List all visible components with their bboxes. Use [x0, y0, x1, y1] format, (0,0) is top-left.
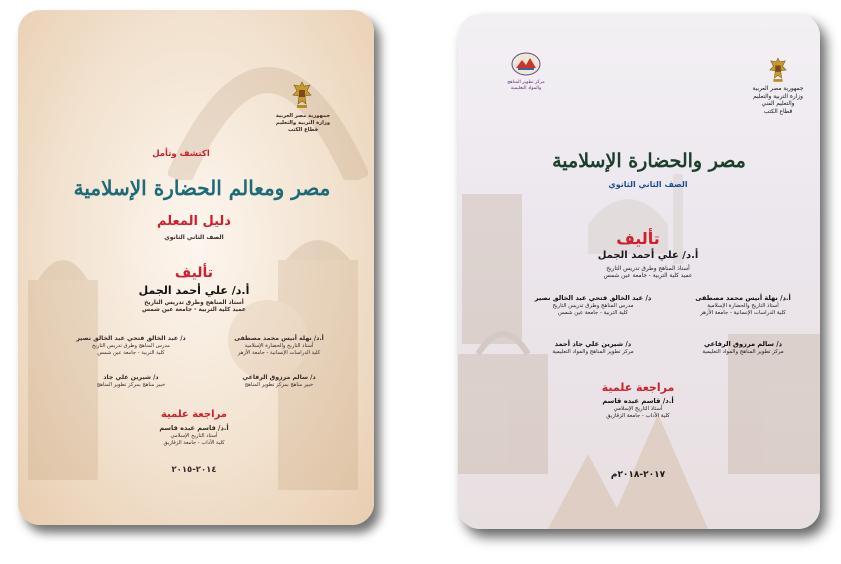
authorship-label: تأليف [616, 229, 660, 248]
ministry-line: جمهورية مصر العربية [275, 113, 331, 119]
co-author-line: كلية الدراسات الإنسانية - جامعة الأزهر [700, 310, 786, 316]
co-author-name: أ.د/ نهلة أنيس محمد مصطفى [234, 335, 324, 342]
co-author [66, 373, 196, 389]
lead-author-line: عميد كلية التربية - جامعة عين شمس [603, 273, 693, 279]
edition-year: ٢٠١٧-٢٠١٨م [610, 470, 666, 480]
teacher-guide-cover [18, 10, 374, 525]
co-author [670, 340, 816, 356]
reviewer-line: كلية الآداب - جامعة الزقازيق [606, 413, 670, 419]
co-author [214, 334, 344, 357]
co-author-name: د/ شيرين علي جاد أحمد [554, 340, 632, 348]
logo-line: مركز تطوير المناهج [507, 80, 545, 85]
ministry-line: قطاع الكتب [287, 126, 319, 133]
co-author [670, 294, 816, 317]
co-author-line: كلية الدراسات الإنسانية - جامعة الأزهر [237, 349, 321, 356]
co-author-name: د/ سالم مرزوق الرفاعي [703, 340, 783, 348]
reviewer [568, 397, 708, 420]
co-author-line: كلية التربية - جامعة عين شمس [97, 349, 165, 356]
reviewer-name: أ.د/ قاسم عبده قاسم [159, 424, 229, 432]
co-author-line: مركز تطوير المناهج والمواد التعليمية [702, 349, 784, 355]
review-label: مراجعة علمية [601, 381, 675, 394]
series-label: اكتشف وتأمل [152, 149, 210, 159]
lead-author-details [104, 300, 284, 314]
curriculum-center-logo-icon [511, 52, 541, 76]
edition-year: ٢٠١٤-٢٠١٥ [171, 465, 217, 475]
reviewer-line: أستاذ التاريخ الإسلامي [613, 406, 663, 412]
co-author-line: خبير مناهج بمركز تطوير المناهج [244, 382, 314, 388]
co-author-name: د/ عبد الخالق فتحي عبد الخالق نصير [76, 335, 186, 342]
reviewer-name: أ.د/ قاسم عبده قاسم [602, 397, 674, 405]
ministry-line: جمهورية مصر العربية [752, 86, 804, 92]
grade-label: الصف الثاني الثانوي [608, 180, 688, 189]
student-book-cover [458, 14, 820, 529]
co-author-line: أستاذ التاريخ والحضارة الإسلامية [244, 343, 314, 349]
reviewer-line: كلية الآداب - جامعة الزقازيق [163, 439, 225, 446]
ministry-line: والتعليم الفني [761, 101, 795, 108]
lead-author-line: أستاذ المناهج وطرق تدريس التاريخ [144, 300, 244, 306]
co-author-line: مركز تطوير المناهج والمواد التعليمية [552, 349, 634, 355]
ministry-line: قطاع الكتب [763, 108, 793, 115]
co-author [66, 334, 196, 357]
eagle-emblem-icon [768, 56, 788, 84]
book-title: مصر ومعالم الحضارة الإسلامية [73, 176, 331, 200]
co-author-line: مدرس المناهج وطرق تدريس التاريخ [92, 343, 170, 349]
co-author-line: أستاذ التاريخ والحضارة الإسلامية [707, 303, 779, 309]
co-author-line: كلية التربية - جامعة عين شمس [558, 310, 628, 316]
review-label: مراجعة علمية [160, 409, 227, 420]
reviewer [124, 424, 264, 447]
co-author [214, 373, 344, 389]
lead-author-line: عميد كلية التربية - جامعة عين شمس [142, 306, 246, 313]
ministry-line: وزارة التربية والتعليم [753, 93, 803, 100]
ministry-line: وزارة التربية والتعليم [275, 119, 331, 126]
co-author-name: أ.د/ نهلة أنيس محمد مصطفى [695, 294, 791, 302]
lead-author-line: أستاذ المناهج وطرق تدريس التاريخ [606, 266, 690, 272]
co-author-name: د/ سالم مرزوق الرفاعي [242, 374, 316, 381]
lead-author-name: أ.د/ علي أحمد الجمل [597, 250, 699, 261]
co-author-name: د/ شيرين علي جاد [103, 374, 159, 381]
curriculum-center-logo [503, 52, 549, 91]
reviewer-line: أستاذ التاريخ الإسلامي [170, 433, 218, 439]
guide-label: دليل المعلم [157, 214, 231, 229]
ministry-lines [740, 86, 816, 116]
co-author-name: د/ عبد الخالق فتحي عبد الخالق نصير [534, 294, 652, 302]
co-author [518, 294, 668, 317]
eagle-emblem-icon [291, 80, 313, 110]
logo-line: والمواد التعليمية [510, 85, 542, 91]
lead-author-details [558, 266, 738, 280]
book-title: مصر والحضارة الإسلامية [552, 150, 746, 172]
co-author-line: خبير مناهج بمركز تطوير المناهج [96, 382, 166, 388]
authorship-label: تأليف [174, 265, 214, 281]
co-author-line: مدرس المناهج وطرق تدريس التاريخ [552, 303, 634, 309]
co-author [518, 340, 668, 356]
lead-author-name: أ.د/ علي أحمد الجمل [138, 284, 250, 297]
ministry-lines [270, 113, 336, 133]
grade-label: الصف الثاني الثانوي [164, 234, 224, 241]
